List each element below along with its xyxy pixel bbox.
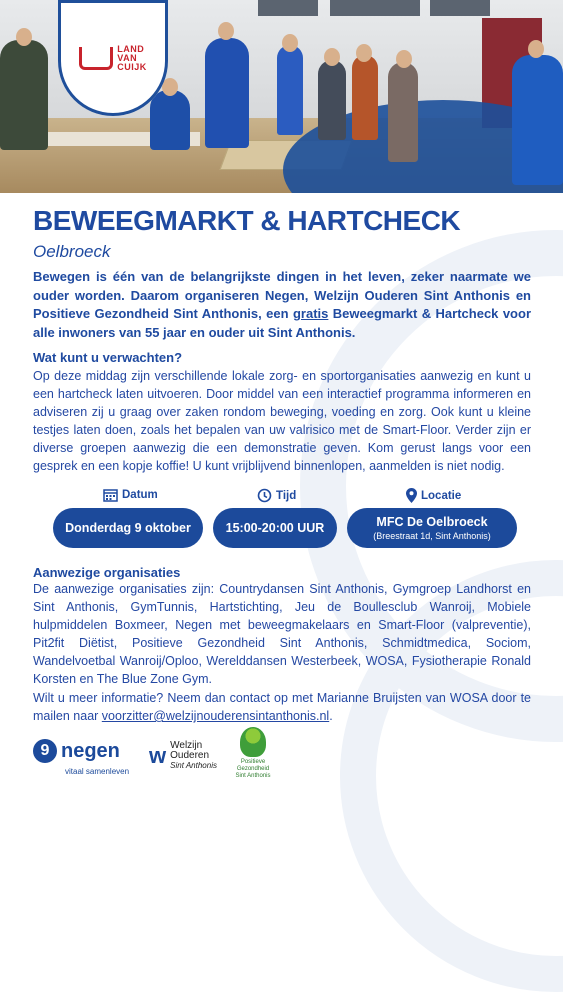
logo-line-1: LAND [117, 43, 145, 54]
logo-mark-icon [79, 47, 113, 70]
land-van-cuijk-logo [58, 0, 168, 116]
location-pin-icon [406, 488, 417, 503]
positieve-gezondheid-logo: Positieve Gezondheid Sint Anthonis [231, 727, 275, 780]
location-label: Locatie [406, 488, 461, 503]
expect-paragraph: Op deze middag zijn verschillende lokale zorg- en sportorganisaties aanwezig en kunt u een hartcheck laten uitvoeren. Door middel van een interactief programma informeren en adviseren zij u graag over zaken rondom beweging, voeding en zorg. Ook kunt u kleine testjes laten doen, zoals het bepalen van uw valrisico met de Smart-Floor. Verder zijn er diverse groepen aanwezig die een demonstratie geven. Kom gerust langs voor een gesprek en een kopje koffie! U kunt vrijblijvend binnenlopen, aanmelden is niet nodig. [33, 369, 531, 473]
intro-paragraph: Bewegen is één van de belangrijkste dingen in het leven, zeker naarmate we ouder worden. Daarom organiseren Negen, Welzijn Ouderen Sint Anthonis en Positieve Gezondheid Sint Anthonis, een gratis Beweegmarkt & Hartcheck voor alle inwoners van 55 jaar en ouder uit Sint Anthonis. [33, 269, 532, 340]
gratis-text: gratis [292, 306, 329, 321]
location-address: (Breestraat 1d, Sint Anthonis) [373, 531, 491, 541]
welzijn-ouderen-logo: w Welzijn Ouderen Sint Anthonis [149, 740, 217, 770]
calendar-icon [103, 488, 118, 502]
negen-circle-icon: 9 [33, 739, 57, 763]
orgs-heading: Aanwezige organisaties [33, 565, 181, 580]
time-label: Tijd [257, 488, 296, 503]
date-pill: Donderdag 9 oktober [53, 508, 203, 548]
welzijn-w-icon: w [149, 743, 167, 768]
negen-logo: 9 negen [33, 739, 120, 763]
logo-line-3: CUIJK [117, 61, 147, 72]
footer-logos [33, 725, 533, 785]
email-link[interactable]: voorzitter@welzijnouderensintanthonis.nl [101, 709, 330, 723]
contact-paragraph: Wilt u meer informatie? Neem dan contact op met Marianne Bruijsten van WOSA door te mailen naar voorzitter@welzijnouderensintanthonis.nl. [33, 691, 531, 723]
positieve-gezondheid-figure-icon [240, 727, 266, 757]
clock-icon [257, 488, 272, 503]
logo-line-2: VAN [117, 52, 138, 63]
negen-tagline: vitaal samenleven [65, 767, 130, 776]
time-pill: 15:00-20:00 UUR [213, 508, 337, 548]
expect-heading: Wat kunt u verwachten? [33, 350, 183, 365]
location-pill: MFC De Oelbroeck (Breestraat 1d, Sint Anthonis) [347, 508, 517, 548]
page-title: BEWEEGMARKT & HARTCHECK [33, 205, 461, 236]
date-label: Datum [103, 488, 158, 502]
page-subtitle: Oelbroeck [33, 242, 111, 261]
orgs-paragraph: De aanwezige organisaties zijn: Countrydansen Sint Anthonis, Gymgroep Landhorst en Sint Anthonis, GymTunnis, Hartstichting, Jeu de Boullesclub Wanroij, Mobiele hulpmiddelen Boxmeer, Negen met beweegmakelaars en Smart-Floor (valpreventie), Pit2fit Diëtist, Positieve Gezondheid Sint Anthonis, Schmidtmedica, Sociom, Wandelvoetbal Wanroij/Oploo, Werelddansen Westerbeek, WOSA, Fysiotherapie Ronald Korsten en The Blue Zone Gym. [33, 582, 531, 686]
